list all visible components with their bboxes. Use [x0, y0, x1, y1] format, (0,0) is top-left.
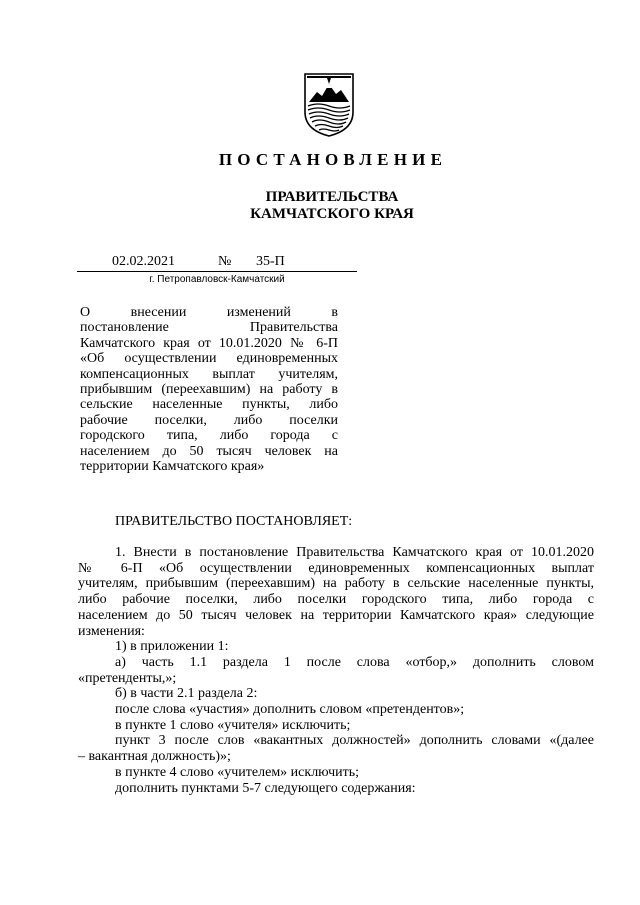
item-1b-line-4: в пункте 4 слово «учителем» исключить;	[115, 764, 360, 780]
subject-line: «Об осуществлении единовременных	[80, 351, 338, 367]
subject-line: рабочие поселки, либо поселки	[80, 412, 338, 428]
body-line: № 6-П «Об осуществлении единовременных компенсационных выплат	[78, 560, 594, 576]
item-1b-line-1: после слова «участия» дополнить словом «претендентов»;	[115, 702, 465, 718]
subject-line: постановление Правительства	[80, 320, 338, 336]
body-line: а) часть 1.1 раздела 1 после слова «отбор,» дополнить словом	[115, 654, 594, 670]
body-line: населением до 50 тысяч человек на территории Камчатского края» следующие	[78, 607, 594, 623]
body-line: «претенденты,»;	[78, 670, 177, 686]
subject-line: территории Камчатского края»	[80, 459, 265, 475]
item-1a	[78, 655, 594, 686]
document-subject	[80, 305, 338, 474]
item-1b-line-3	[78, 733, 594, 764]
subject-line: населением до 50 тысяч человек на	[80, 443, 338, 459]
item-1: 1) в приложении 1:	[115, 639, 229, 655]
kamchatka-coat-of-arms-emblem	[303, 72, 355, 138]
body-line: пункт 3 после слов «вакантных должностей» дополнить словами «(далее	[115, 733, 594, 749]
body-line: 1. Внести в постановление Правительства Камчатского края от 10.01.2020	[115, 545, 594, 560]
document-number: 35-П	[256, 254, 285, 269]
document-body	[78, 545, 594, 796]
subject-line: прибывшим (переехавшим) на работу в	[80, 382, 338, 398]
resolution-heading: ПРАВИТЕЛЬСТВО ПОСТАНОВЛЯЕТ:	[115, 514, 353, 529]
number-sign: №	[218, 254, 232, 269]
body-line: учителям, прибывшим (переехавшим) на работу в сельские населенные пункты,	[78, 576, 594, 592]
subject-line: компенсационных выплат учителям,	[80, 366, 338, 382]
item-1b-line-5: дополнить пунктами 5-7 следующего содержания:	[115, 780, 416, 796]
authority-line-2: КАМЧАТСКОГО КРАЯ	[250, 206, 414, 222]
subject-line: сельские населенные пункты, либо	[80, 397, 338, 413]
body-line: либо рабочие поселки, либо поселки городского типа, либо города с	[78, 592, 594, 608]
paragraph-1	[78, 545, 594, 639]
authority-line-1: ПРАВИТЕЛЬСТВА	[265, 189, 399, 205]
body-line: изменения:	[78, 623, 145, 639]
item-1b-line-2: в пункте 1 слово «учителя» исключить;	[115, 717, 351, 733]
document-title: ПОСТАНОВЛЕНИЕ	[218, 150, 448, 169]
document-date: 02.02.2021	[112, 254, 175, 269]
item-1b: б) в части 2.1 раздела 2:	[115, 686, 258, 702]
subject-line: О внесении изменений в	[80, 305, 338, 320]
subject-line: Камчатского края от 10.01.2020 № 6-П	[80, 335, 338, 351]
issuing-authority	[0, 189, 640, 223]
body-line: – вакантная должность)»;	[78, 749, 231, 765]
registration-line	[77, 254, 357, 272]
subject-line: городского типа, либо города с	[80, 428, 338, 444]
city-of-issue: г. Петропавловск-Камчатский	[149, 274, 285, 285]
